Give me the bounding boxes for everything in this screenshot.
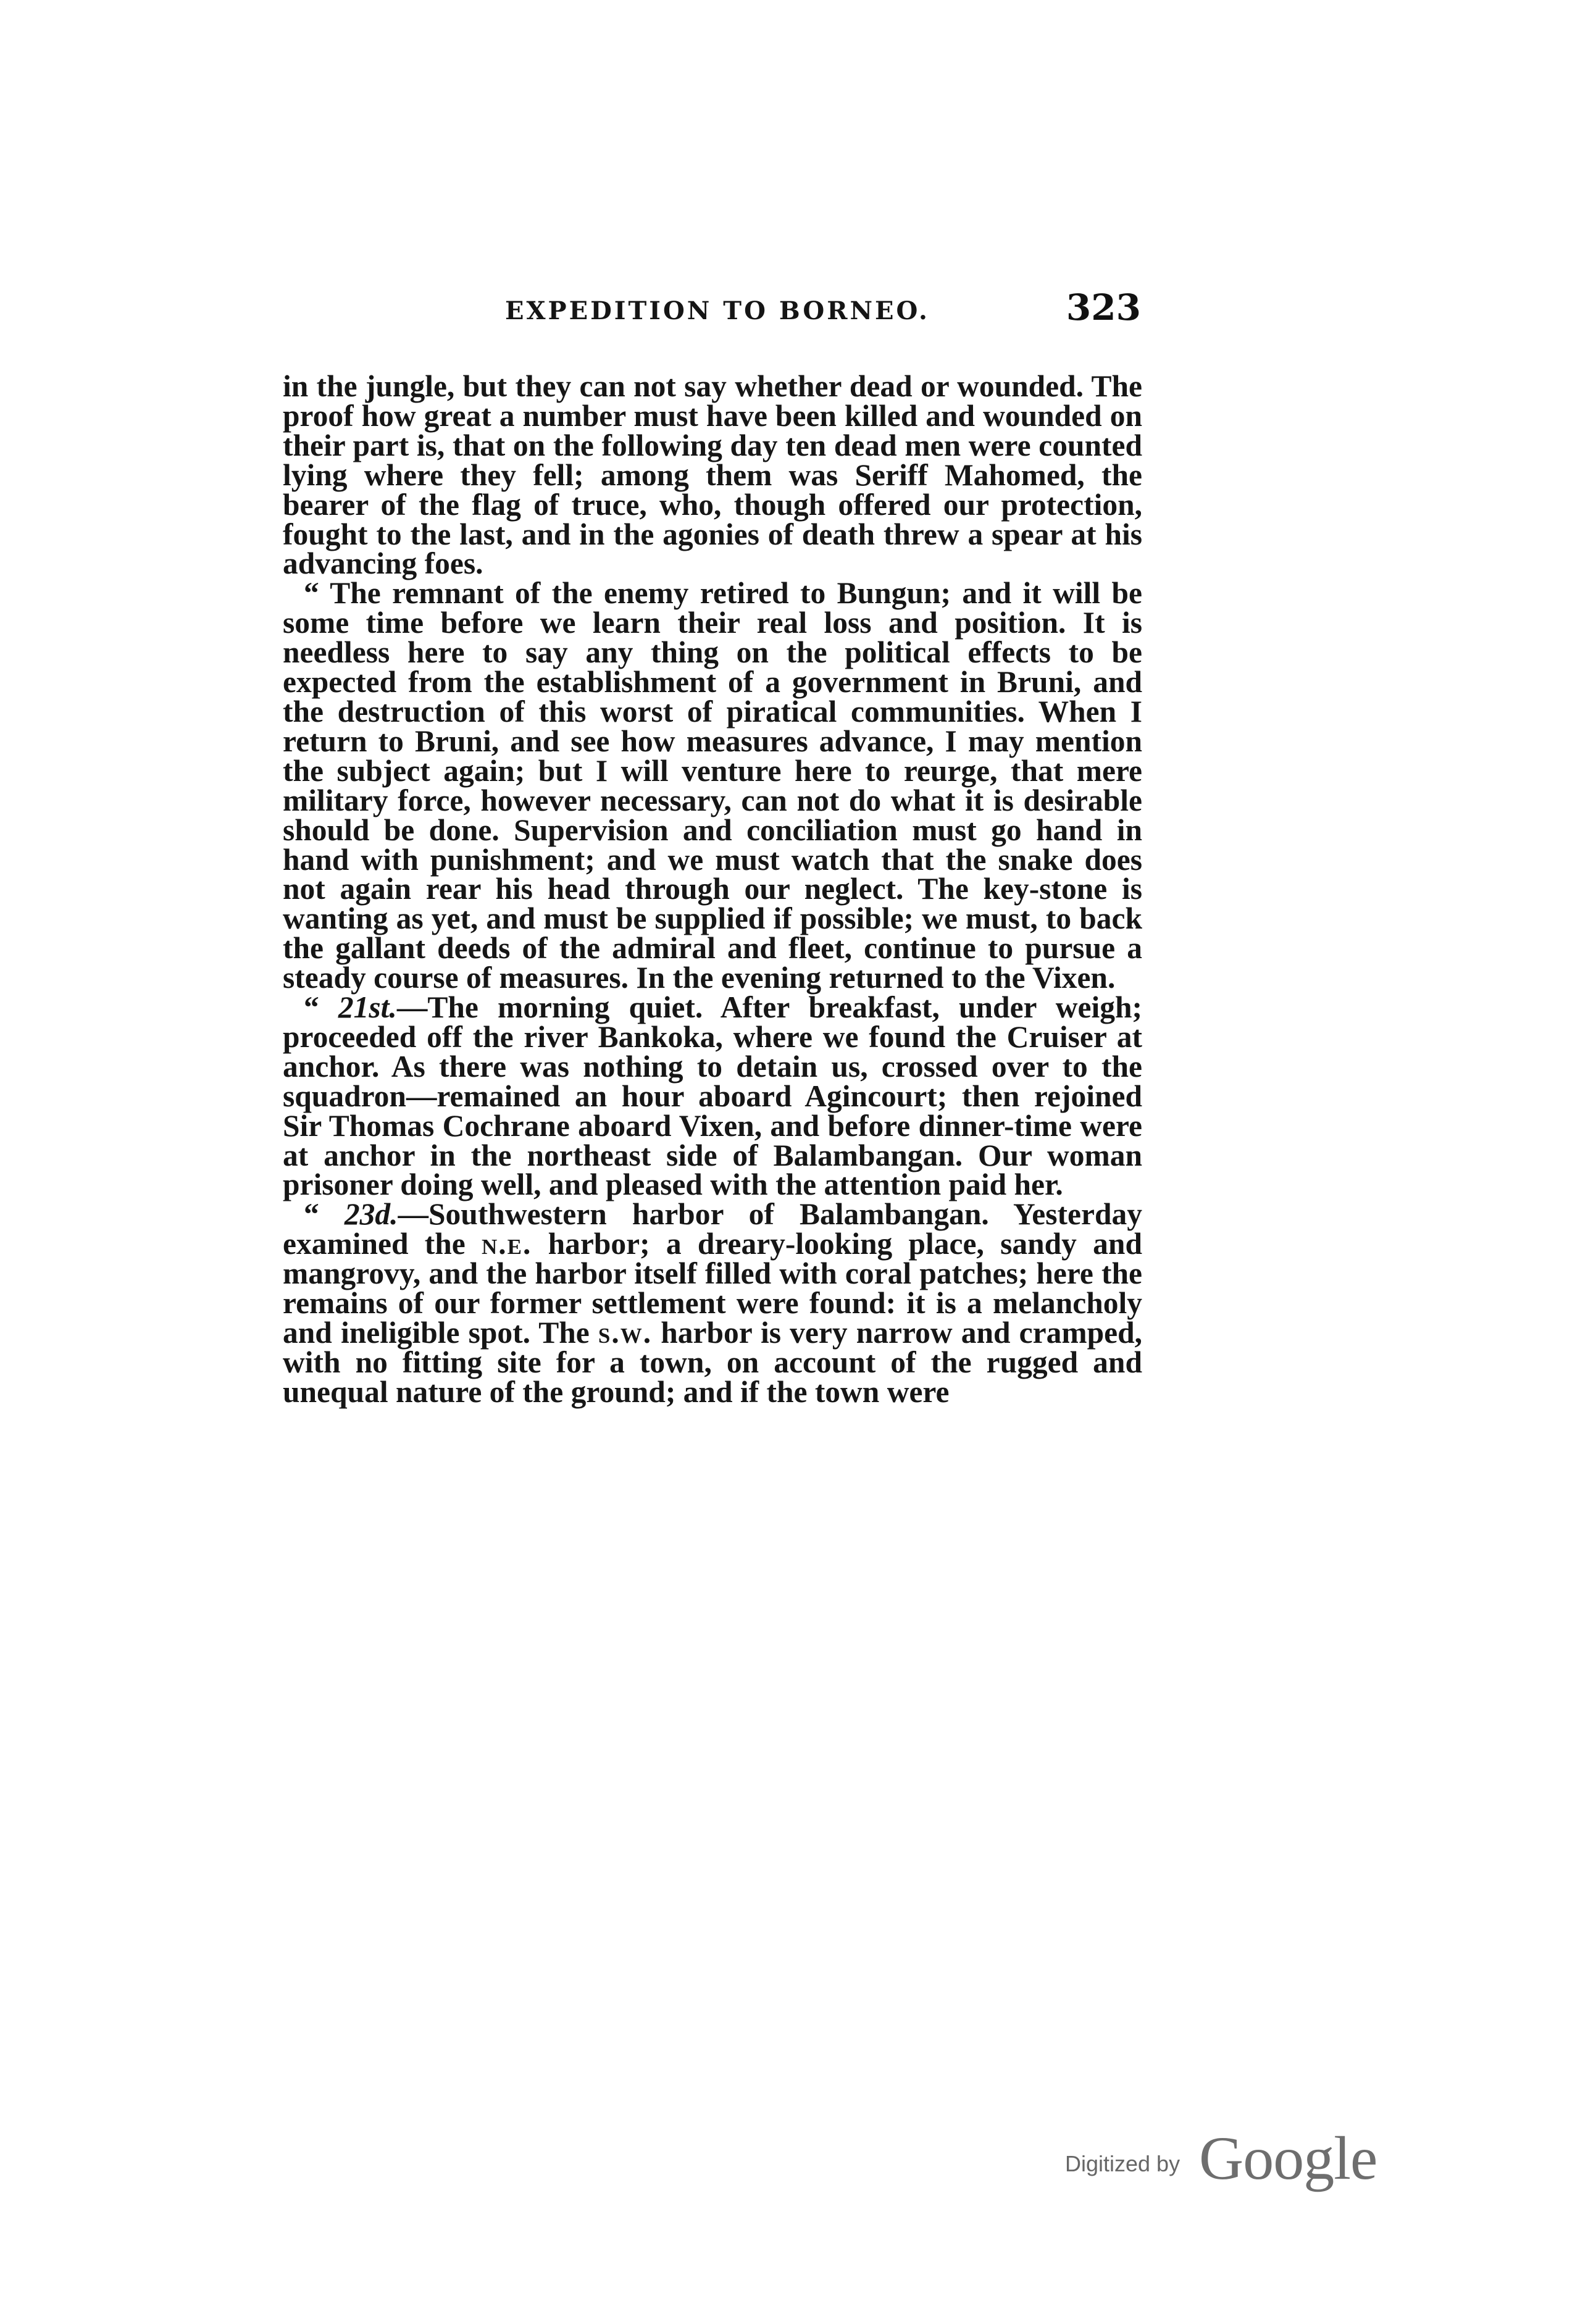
- paragraph-4-text-b: harbor; a dreary-looking place, sandy and mangrovy, and the harbor itself filled with coral patches; here the remains of our former settlement were found: it is a melancholy and ineligible spot. The: [283, 1227, 1142, 1350]
- digitized-by-label: Digitized by: [1065, 2151, 1180, 2176]
- google-watermark: [1065, 2123, 1386, 2197]
- page-number: 323: [1066, 286, 1141, 328]
- paragraph-3: [283, 990, 1142, 1202]
- running-head: [283, 283, 1141, 332]
- paragraph-3-text: —The morning quiet. After breakfast, under weigh; proceeded off the river Bankoka, where we found the Cruiser at anchor. As there was nothing to detain us, crossed over to the squadron—remained an hour aboard Agincourt; then rejoined Sir Thomas Cochrane aboard Vixen, and before dinner-time were at anchor in the northeast side of Balambangan. Our woman prisoner doing well, and pleased with the attention paid her.: [283, 990, 1142, 1202]
- body-text: [283, 369, 1142, 1409]
- date-23d: 23d.: [344, 1197, 398, 1232]
- date-21st: 21st.: [338, 990, 397, 1025]
- paragraph-4-text-c: harbor is very narrow and cramped, with no fitting site for a town, on account of the rugged and unequal nature of the ground; and if the town were: [283, 1316, 1142, 1409]
- google-logo: Google: [1199, 2124, 1377, 2192]
- abbr-ne: n.e.: [482, 1227, 532, 1261]
- open-quote: “: [304, 990, 338, 1025]
- running-title: EXPEDITION TO BORNEO.: [505, 296, 930, 325]
- paragraph-2: “ The remnant of the enemy retired to Bungun; and it will be some time before we learn their real loss and position. It is needless here to say any thing on the political effects to be expected from the establishment of a government in Bruni, and the destruction of this worst of piratical communities. When I return to Bruni, and see how measures advance, I may mention the subject again; but I will venture here to reurge, that mere military force, however necessary, can not do what it is desirable should be done. Supervision and conciliation must go hand in hand with punishment; and we must watch that the snake does not again rear his head through our neglect. The key-stone is wanting as yet, and must be supplied if possible; we must, to back the gallant deeds of the admiral and fleet, continue to pursue a steady course of measures. In the evening returned to the Vixen.: [283, 576, 1142, 995]
- paragraph-1: in the jungle, but they can not say whether dead or wounded. The proof how great a number must have been killed and wounded on their part is, that on the following day ten dead men were counted lying where they fell; among them was Seriff Mahomed, the bearer of the flag of truce, who, though offered our protection, fought to the last, and in the agonies of death threw a spear at his advancing foes.: [283, 369, 1142, 581]
- paragraph-4: [283, 1197, 1142, 1409]
- paragraph-4-text-a: —Southwestern harbor of Balambangan. Yesterday examined the: [283, 1197, 1142, 1261]
- abbr-sw: s.w.: [598, 1316, 653, 1350]
- open-quote: “: [304, 1197, 345, 1232]
